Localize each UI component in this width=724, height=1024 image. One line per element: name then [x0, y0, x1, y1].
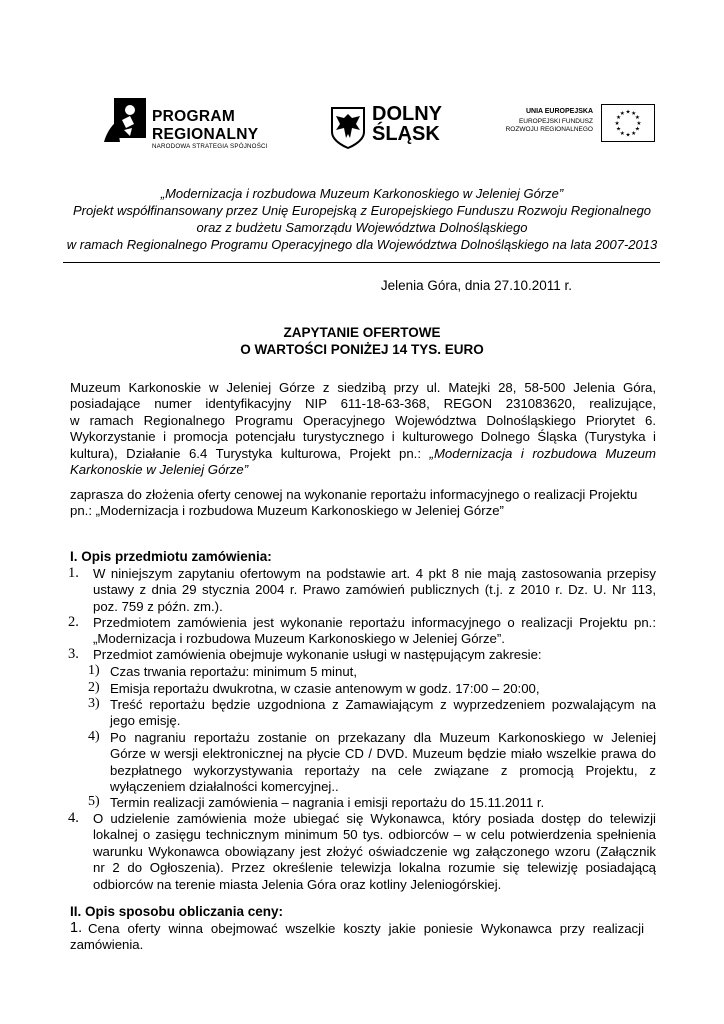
list-number: 1.: [68, 565, 79, 581]
program-line: w ramach Regionalnego Programu Operacyjnego dla Województwa Dolnośląskiego na lata 2007-2013: [66, 237, 658, 252]
list-number: 1.: [70, 920, 83, 936]
sublist-number: 3): [88, 696, 100, 711]
intro-line: Muzeum Karkonoskie w Jeleniej Górze z siedzibą przy ul. Matejki 28, 58-500 Jelenia Góra,: [70, 380, 656, 395]
list-item: [93, 811, 656, 893]
sublist-item: Emisja reportażu dwukrotna, w czasie antenowym w godz. 17:00 – 20:00,: [110, 681, 540, 696]
cofinance-line: Projekt współfinansowany przez Unię Europejską z Europejskiego Funduszu Rozwoju Regionalnego: [72, 203, 652, 218]
svg-text:★: ★: [634, 115, 641, 122]
section2-item-cont: zamówienia.: [70, 937, 144, 952]
project-title: „Modernizacja i rozbudowa Muzeum Karkonoskiego w Jeleniej Górze”: [160, 186, 564, 201]
list-number: 4.: [68, 810, 79, 826]
list-line: O udzielenie zamówienia może ubiegać się Wykonawca, który posiada dostęp do telewizji: [93, 811, 656, 826]
svg-text:★: ★: [619, 130, 625, 137]
list-line: Po nagraniu reportażu zostanie on przekazany dla Muzeum Karkonoskiego w Jeleniej: [110, 730, 656, 745]
sublist-item: Termin realizacji zamówienia – nagrania i emisji reportażu do 15.11.2011 r.: [110, 795, 545, 810]
logo-text-dolny: DOLNY: [372, 103, 442, 125]
svg-text:★: ★: [636, 120, 642, 127]
svg-text:★: ★: [631, 110, 637, 117]
list-item: [93, 566, 656, 615]
list-line: Górze w wersji elektronicznej na płycie CD / DVD. Muzeum będzie miało wszelkie prawa do: [110, 746, 656, 762]
document-title: ZAPYTANIE OFERTOWE: [283, 325, 441, 340]
list-line: „Modernizacja i rozbudowa Muzeum Karkonoskiego w Jeleniej Górze”.: [93, 631, 505, 647]
intro-project-name: „Modernizacja i rozbudowa Muzeum: [429, 445, 656, 461]
intro-text: kultura), Działanie 6.4 Turystyka kulturowa, Projekt pn.:: [70, 445, 430, 461]
list-line: W niniejszym zapytaniu ofertowym na podstawie art. 4 pkt 8 nie mają zastosowania przepisy: [93, 566, 656, 581]
invite-line: pn.: „Modernizacja i rozbudowa Muzeum Karkonoskiego w Jeleniej Górze”: [70, 503, 504, 519]
list-line: lokalnej o zasięgu technicznym minimum 50 tys. odbiorców – w celu potwierdzenia spełnienia: [93, 827, 656, 843]
sublist-number: 1): [88, 663, 100, 678]
list-line: nr 2 do Ogłoszenia). Przez określenie telewizja lokalna rozumie się telewizję posiadającą: [93, 860, 656, 876]
sublist-number: 4): [88, 729, 100, 744]
section2-heading: II. Opis sposobu obliczania ceny:: [70, 904, 284, 919]
list-line: odbiorców na terenie miasta Jelenia Góra oraz kotliny Jeleniogórskiej.: [93, 876, 502, 892]
logo-text-efrr2: ROZWOJU REGIONALNEGO: [505, 126, 593, 133]
sublist-item: [110, 730, 656, 796]
list-line: bezpłatnego wykorzystywania reportaży na cele związane z promocją Projektu, z: [110, 762, 656, 778]
sublist-number: 2): [88, 680, 100, 695]
list-line: ustawy z dnia 29 stycznia 2004 r. Prawo zamówień publicznych (t.j. z 2010 r. Dz. U. Nr 113,: [93, 582, 656, 598]
list-line: Treść reportażu będzie uzgodniona z Zamawiającym z wyprzedzeniem pozwalającym na: [110, 697, 656, 712]
svg-text:★: ★: [619, 110, 625, 117]
intro-line: Karkonoskie w Jeleniej Górze”: [70, 462, 249, 478]
budget-line: oraz z budżetu Samorządu Województwa Dolnośląskiego: [196, 220, 528, 235]
list-line: Cena oferty winna obejmować wszelkie koszty jakie poniesie Wykonawca przy realizacji: [88, 921, 644, 936]
intro-line: posiadające numer identyfikacyjny NIP 611-18-63-368, REGON 231083620, realizujące,: [70, 396, 656, 412]
invite-line: zaprasza do złożenia oferty cenowej na wykonanie reportażu informacyjnego o realizacji Projektu: [70, 487, 638, 502]
sublist-number: 5): [88, 794, 100, 809]
logo-text-nss: NARODOWA STRATEGIA SPÓJNOŚCI: [152, 143, 268, 150]
sublist-item: [110, 697, 656, 730]
intro-line: Wykorzystanie i promocja potencjału turystycznego i kulturowego Dolnego Śląska (Turystyka i: [70, 429, 656, 445]
list-line: Przedmiotem zamówienia jest wykonanie reportażu informacyjnego o realizacji Projektu pn.:: [93, 615, 656, 630]
svg-text:★: ★: [625, 132, 631, 139]
logo-text-ue: UNIA EUROPEJSKA: [525, 108, 593, 115]
svg-text:★: ★: [615, 115, 622, 122]
document-date: Jelenia Góra, dnia 27.10.2011 r.: [380, 278, 572, 293]
logo-text-program: PROGRAM: [152, 108, 236, 125]
intro-line: w ramach Regionalnego Programu Operacyjnego Województwa Dolnośląskiego Priorytet 6.: [70, 412, 656, 428]
svg-text:★: ★: [634, 126, 641, 133]
list-number: 2.: [68, 614, 79, 630]
list-number: 3.: [68, 646, 79, 662]
sublist-item: Czas trwania reportażu: minimum 5 minut,: [110, 664, 357, 679]
list-line: wyłączeniem działalności komercyjnej..: [110, 779, 339, 795]
logo-text-efrr1: EUROPEJSKI FUNDUSZ: [518, 118, 593, 125]
svg-text:★: ★: [631, 130, 637, 137]
svg-text:★: ★: [625, 109, 631, 116]
list-line: poz. 759 z późn. zm.).: [93, 598, 223, 614]
list-item: Przedmiot zamówienia obejmuje wykonanie usługi w następującym zakresie:: [93, 647, 542, 662]
section2-item: [88, 921, 644, 937]
list-line: jego emisję.: [110, 713, 181, 729]
list-item: [93, 615, 656, 648]
list-line: warunku Wykonawca obowiązany jest złożyć oświadczenie wg załączonego wzoru (Załącznik: [93, 843, 656, 859]
section1-heading: I. Opis przedmiotu zamówienia:: [70, 549, 272, 564]
svg-text:★: ★: [615, 126, 622, 133]
logo-text-regionalny: REGIONALNY: [152, 126, 259, 143]
document-subtitle: O WARTOŚCI PONIŻEJ 14 TYS. EURO: [240, 342, 484, 357]
logo-text-slask: ŚLĄSK: [372, 123, 440, 145]
svg-text:★: ★: [614, 120, 620, 127]
